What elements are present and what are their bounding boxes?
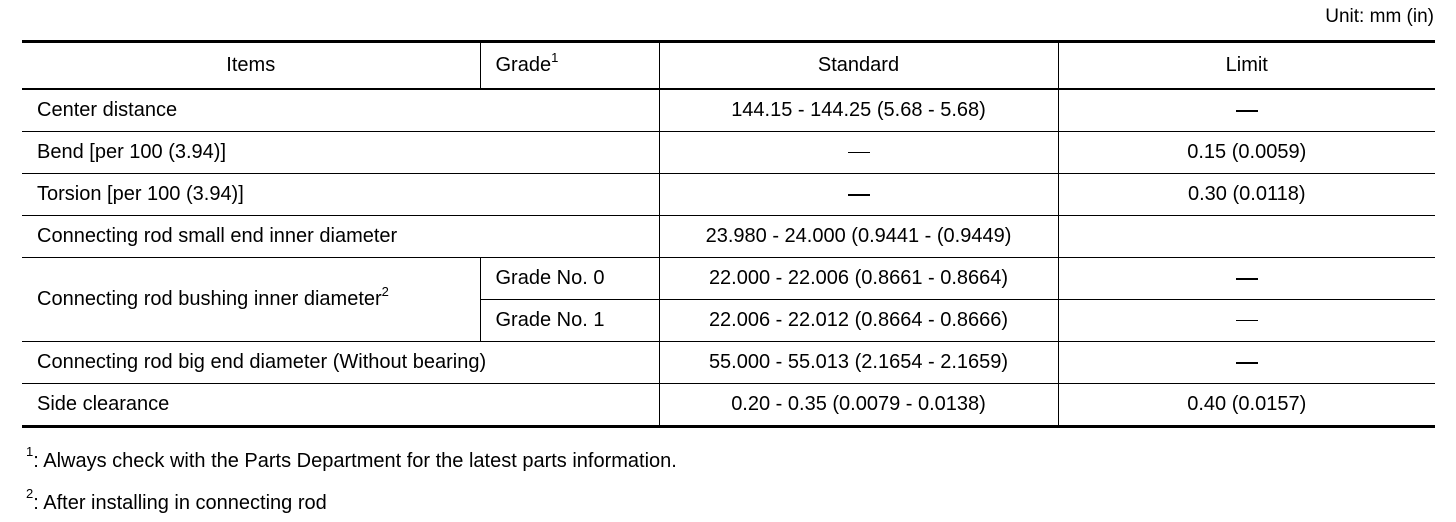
dash-mark	[1236, 278, 1258, 280]
grade-cell: Grade No. 0	[480, 258, 659, 300]
limit-cell	[1058, 89, 1435, 132]
footnote-2: $^2$: After installing in connecting rod	[26, 486, 327, 514]
dash-mark	[1236, 320, 1258, 321]
table-row	[22, 89, 1435, 132]
limit-cell: 0.40 (0.0157)	[1058, 384, 1435, 427]
footnote-mark-1: 1	[551, 50, 559, 65]
table-row	[22, 384, 1435, 427]
standard-cell: 144.15 - 144.25 (5.68 - 5.68)	[659, 89, 1058, 132]
table-row	[22, 174, 1435, 216]
limit-cell	[1058, 300, 1435, 342]
dash-mark	[848, 152, 870, 153]
header-items: Items	[22, 42, 480, 90]
standard-cell	[659, 174, 1058, 216]
footnote-1: $^1$: Always check with the Parts Department for the latest parts information.	[26, 444, 677, 472]
item-cell: Bend [per 100 (3.94)]	[22, 132, 659, 174]
limit-cell	[1058, 216, 1435, 258]
dash-mark	[1236, 110, 1258, 112]
standard-cell: 55.000 - 55.013 (2.1654 - 2.1659)	[659, 342, 1058, 384]
item-cell: Torsion [per 100 (3.94)]	[22, 174, 659, 216]
footnote-mark-2: 2	[381, 284, 389, 299]
item-cell: Side clearance	[37, 393, 170, 415]
limit-cell	[1058, 258, 1435, 300]
item-cell: Center distance	[22, 89, 659, 132]
limit-cell	[1058, 342, 1435, 384]
header-grade: Grade$^1$	[480, 42, 659, 90]
item-cell: Connecting rod big end diameter (Without bearing)	[22, 342, 659, 384]
header-standard: Standard	[659, 42, 1058, 90]
table-row	[22, 342, 1435, 384]
table-row	[22, 258, 1435, 300]
grade-cell: Grade No. 1	[480, 300, 659, 342]
limit-cell: 0.30 (0.0118)	[1058, 174, 1435, 216]
standard-cell: 22.006 - 22.012 (0.8664 - 0.8666)	[659, 300, 1058, 342]
table-header-row	[22, 42, 1435, 90]
dash-mark	[848, 194, 870, 196]
table-row	[22, 132, 1435, 174]
standard-cell: 22.000 - 22.006 (0.8661 - 0.8664)	[659, 258, 1058, 300]
item-cell: Connecting rod small end inner diameter	[22, 216, 659, 258]
header-limit: Limit	[1058, 42, 1435, 90]
standard-cell: 23.980 - 24.000 (0.9441 - (0.9449)	[659, 216, 1058, 258]
standard-cell	[659, 132, 1058, 174]
table-row	[22, 216, 1435, 258]
unit-label: Unit: mm (in)	[1325, 6, 1434, 27]
connecting-rod-spec-table	[22, 40, 1435, 428]
dash-mark	[1236, 362, 1258, 364]
limit-cell: 0.15 (0.0059)	[1058, 132, 1435, 174]
standard-cell: 0.20 - 0.35 (0.0079 - 0.0138)	[659, 384, 1058, 427]
item-cell: Connecting rod bushing inner diameter$^2$	[22, 258, 480, 342]
